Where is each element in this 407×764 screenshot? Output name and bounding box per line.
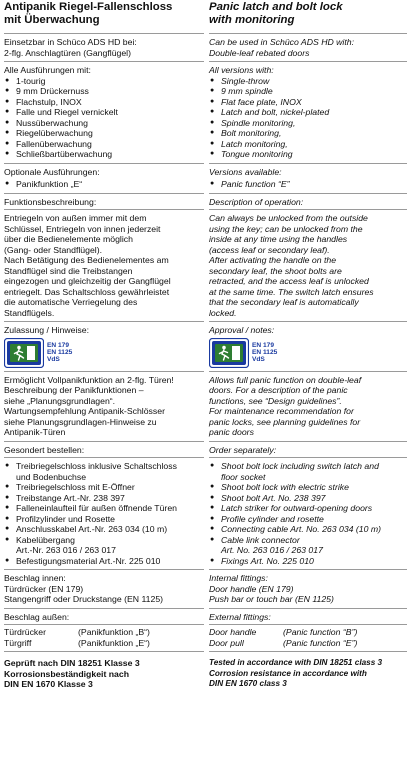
list-item: ● Anschlusskabel Art.-Nr. 263 034 (10 m): [4, 524, 204, 535]
divider: [209, 371, 407, 372]
order-heading: Order separately:: [209, 444, 277, 455]
divider: [4, 61, 204, 62]
divider: [209, 569, 407, 570]
text-line: panic doors: [209, 427, 254, 437]
text-line: Standflügel sind die Treibstangen: [4, 265, 133, 276]
english-column: [209, 0, 407, 690]
text-line: Nach Betätigung des Bedienelementes am: [4, 255, 169, 265]
standard-label: EN 179: [47, 341, 69, 349]
list-item: ● Flat face plate, INOX: [209, 97, 407, 108]
list-item: ● Fixings Art. No. 225 010: [209, 556, 407, 567]
list-item: ● Shoot bolt lock with electric strike: [209, 482, 407, 493]
text-line: Standflügels.: [4, 307, 55, 318]
standard-label: EN 1125: [252, 348, 278, 356]
emergency-exit-sign-icon: [4, 338, 44, 368]
intro-de: [4, 37, 204, 58]
text-line: locked.: [209, 307, 237, 318]
fitting-function: (Panikfunktion „B“): [78, 627, 150, 637]
optional-list: [209, 179, 407, 190]
text-line: die automatische Verriegelung des: [4, 297, 138, 307]
intro-line: 2-flg. Anschlagtüren (Gangflügel): [4, 47, 132, 58]
divider: [4, 321, 204, 322]
list-item: ● 1-tourig: [4, 76, 204, 87]
text-line: floor socket: [221, 471, 266, 482]
divider: [4, 371, 204, 372]
text-line: siehe „Planungsgrundlagen“.: [4, 395, 116, 406]
text-line: at the same time. The switch latch ensures: [209, 286, 374, 297]
inner-fittings-heading: Beschlag innen:: [4, 573, 66, 583]
inner-fittings-heading: Internal fittings:: [209, 573, 268, 583]
list-item: ● Treibriegelschloss mit E-Öffner: [4, 482, 204, 493]
fitting-name: Door handle: [209, 627, 257, 637]
text-line: (Gang- oder Standflügel).: [4, 244, 103, 255]
text-line: Corrosion resistance in accordance with: [209, 668, 367, 678]
outer-fittings-heading: Beschlag außen:: [4, 611, 70, 622]
page-title-de: [4, 0, 204, 27]
approval-standards: [47, 342, 72, 364]
versions-heading: All versions with:: [209, 65, 274, 75]
divider: [209, 61, 407, 62]
list-item: ● Single-throw: [209, 76, 407, 87]
list-item: ● Shoot bolt Art. No. 238 397: [209, 493, 407, 504]
text-line: Allows full panic function on double-leaf: [209, 374, 362, 385]
text-line: secondary leaf, the shoot bolts are: [209, 265, 342, 276]
text-line: siehe Planungsgrundlagen-Hinweise zu: [4, 416, 157, 427]
test-certification: [209, 658, 407, 690]
text-line: Can always be unlocked from the outside: [209, 213, 368, 223]
versions-list: [4, 76, 204, 160]
standard-label: EN 179: [252, 341, 274, 349]
list-item: ● Falleneinlaufteil für außen öffnende Türen: [4, 503, 204, 514]
list-item: [209, 535, 407, 556]
divider: [4, 569, 204, 570]
text-line: ● Shoot bolt lock including switch latch and: [221, 461, 379, 471]
divider: [209, 33, 407, 34]
intro-line: Double-leaf rebated doors: [209, 47, 310, 58]
text-line: Art.-Nr. 263 016 / 263 017: [16, 545, 116, 555]
text-line: DIN EN 1670 Klasse 3: [4, 679, 93, 689]
divider: [209, 193, 407, 194]
intro-line: Can be used in Schüco ADS HD with:: [209, 37, 355, 47]
text-line: entriegelt. Das Schaltschloss gewährleistet: [4, 286, 170, 297]
list-item: [4, 461, 204, 482]
text-line: that the secondary leaf is automatically: [209, 297, 359, 307]
approval-standards: [252, 342, 277, 364]
text-line: Art. No. 263 016 / 263 017: [221, 545, 323, 555]
list-item: ● Panikfunktion „E“: [4, 179, 204, 190]
approval-logo: [4, 338, 204, 368]
list-item: [209, 461, 407, 482]
optional-heading: Versions available:: [209, 166, 282, 177]
approval-text: [4, 375, 204, 438]
list-item: [4, 535, 204, 556]
outer-fitting-row: [209, 627, 407, 638]
divider: [209, 608, 407, 609]
vds-label: VdS: [47, 356, 60, 364]
text-line: doors. For a description of the panic: [209, 385, 348, 395]
divider: [4, 209, 204, 210]
text-line: retracted, and the access leaf is unlocked: [209, 276, 369, 286]
text-line: using the key; can be unlocked from the: [209, 223, 363, 234]
function-heading: Funktionsbeschreibung:: [4, 196, 97, 207]
text-line: inside at any time using the handles: [209, 234, 348, 244]
text-line: ● Kabelübergang: [16, 534, 75, 545]
text-line: Korrosionsbeständigkeit nach: [4, 668, 130, 679]
fitting-name: Türgriff: [4, 637, 32, 648]
german-column: [4, 0, 204, 690]
function-text: [4, 213, 204, 318]
list-item: ● Latch striker for outward-opening doors: [209, 503, 407, 514]
list-item: ● Latch and bolt, nickel-plated: [209, 107, 407, 118]
list-item: ● Bolt monitoring,: [209, 128, 407, 139]
vds-label: VdS: [252, 356, 265, 364]
divider: [4, 193, 204, 194]
outer-fitting-row: [209, 638, 407, 649]
divider: [209, 321, 407, 322]
fitting-function: (Panic function “E”): [283, 637, 358, 648]
text-line: Tested in accordance with DIN 18251 class 3: [209, 658, 383, 667]
divider: [209, 441, 407, 442]
divider: [209, 651, 407, 652]
emergency-exit-sign-icon: [209, 338, 249, 368]
optional-heading: Optionale Ausführungen:: [4, 166, 100, 177]
divider: [4, 457, 204, 458]
text-line: Geprüft nach DIN 18251 Klasse 3: [4, 658, 140, 668]
list-item: ● Riegelüberwachung: [4, 128, 204, 139]
intro-line: Einsetzbar in Schüco ADS HD bei:: [4, 37, 137, 47]
title-line: Antipanik Riegel-Fallenschloss: [4, 1, 173, 13]
divider: [209, 457, 407, 458]
order-list: [209, 461, 407, 566]
text-line: Push bar or touch bar (EN 1125): [209, 594, 334, 604]
outer-fitting-row: [4, 638, 204, 649]
text-line: Beschreibung der Panikfunktionen –: [4, 385, 144, 395]
function-heading: Description of operation:: [209, 196, 304, 207]
outer-fitting-row: [4, 627, 204, 638]
list-item: ● Spindle monitoring,: [209, 118, 407, 129]
list-item: ● Connecting cable Art. No. 263 034 (10 m): [209, 524, 407, 535]
divider: [209, 163, 407, 164]
order-heading: Gesondert bestellen:: [4, 444, 85, 455]
divider: [4, 163, 204, 164]
function-text: [209, 213, 407, 318]
text-line: functions, see “Design guidelines”.: [209, 395, 342, 406]
divider: [209, 209, 407, 210]
text-line: Entriegeln von außen immer mit dem: [4, 213, 147, 223]
divider: [4, 651, 204, 652]
versions-heading: Alle Ausführungen mit:: [4, 65, 91, 75]
title-line: with monitoring: [209, 14, 295, 26]
intro-en: [209, 37, 407, 58]
approval-logo: [209, 338, 407, 368]
list-item: ● Treibstange Art.-Nr. 238 397: [4, 493, 204, 504]
list-item: ● Schließbartüberwachung: [4, 149, 204, 160]
text-line: For maintenance recommendation for: [209, 406, 354, 416]
list-item: ● Nussüberwachung: [4, 118, 204, 129]
text-line: Ermöglicht Vollpanikfunktion an 2-flg. Türen!: [4, 374, 174, 385]
text-line: DIN EN 1670 class 3: [209, 679, 287, 688]
divider: [4, 608, 204, 609]
text-line: Door handle (EN 179): [209, 583, 294, 594]
text-line: After activating the handle on the: [209, 255, 337, 265]
text-line: Türdrücker (EN 179): [4, 583, 84, 594]
page-title-en: [209, 0, 407, 27]
approval-heading: Approval / notes:: [209, 325, 275, 335]
versions-list: [209, 76, 407, 160]
list-item: ● Fallenüberwachung: [4, 139, 204, 150]
approval-heading: Zulassung / Hinweise:: [4, 325, 89, 335]
text-line: und Bodenbuchse: [16, 471, 87, 482]
text-line: ● Cable link connector: [221, 534, 300, 545]
outer-fittings-heading: External fittings:: [209, 611, 271, 622]
fitting-name: Door pull: [209, 637, 244, 648]
list-item: ● Flachstulp, INOX: [4, 97, 204, 108]
optional-list: [4, 179, 204, 190]
list-item: ● 9 mm spindle: [209, 86, 407, 97]
list-item: ● Panic function “E”: [209, 179, 407, 190]
list-item: ● Profilzylinder und Rosette: [4, 514, 204, 525]
text-line: eingezogen und gleichzeitig der Gangflügel: [4, 276, 171, 286]
divider: [209, 624, 407, 625]
list-item: ● Latch monitoring,: [209, 139, 407, 150]
text-line: über die Bedienelemente möglich: [4, 234, 133, 244]
divider: [4, 624, 204, 625]
fitting-function: (Panic function “B”): [283, 627, 358, 637]
text-line: (access leaf or secondary leaf).: [209, 244, 330, 255]
list-item: ● Befestigungsmaterial Art.-Nr. 225 010: [4, 556, 204, 567]
text-line: ● Treibriegelschloss inklusive Schaltschloss: [16, 461, 177, 471]
divider: [4, 33, 204, 34]
order-list: [4, 461, 204, 566]
list-item: ● Tongue monitoring: [209, 149, 407, 160]
text-line: Antipanik-Türen: [4, 427, 66, 437]
fitting-function: (Panikfunktion „E“): [78, 637, 150, 648]
title-line: mit Überwachung: [4, 14, 100, 26]
text-line: Stangengriff oder Druckstange (EN 1125): [4, 594, 164, 604]
list-item: ● Profile cylinder and rosette: [209, 514, 407, 525]
text-line: Schlüssel, Entriegeln von innen jederzeit: [4, 223, 161, 234]
fitting-name: Türdrücker: [4, 627, 46, 637]
approval-text: [209, 375, 407, 438]
divider: [4, 441, 204, 442]
text-line: panic locks, see planning guidelines for: [209, 416, 361, 427]
list-item: ● 9 mm Drückernuss: [4, 86, 204, 97]
list-item: ● Falle und Riegel vernickelt: [4, 107, 204, 118]
test-certification: [4, 658, 204, 690]
title-line: Panic latch and bolt lock: [209, 1, 343, 13]
standard-label: EN 1125: [47, 348, 73, 356]
text-line: Wartungsempfehlung Antipanik-Schlösser: [4, 406, 165, 416]
